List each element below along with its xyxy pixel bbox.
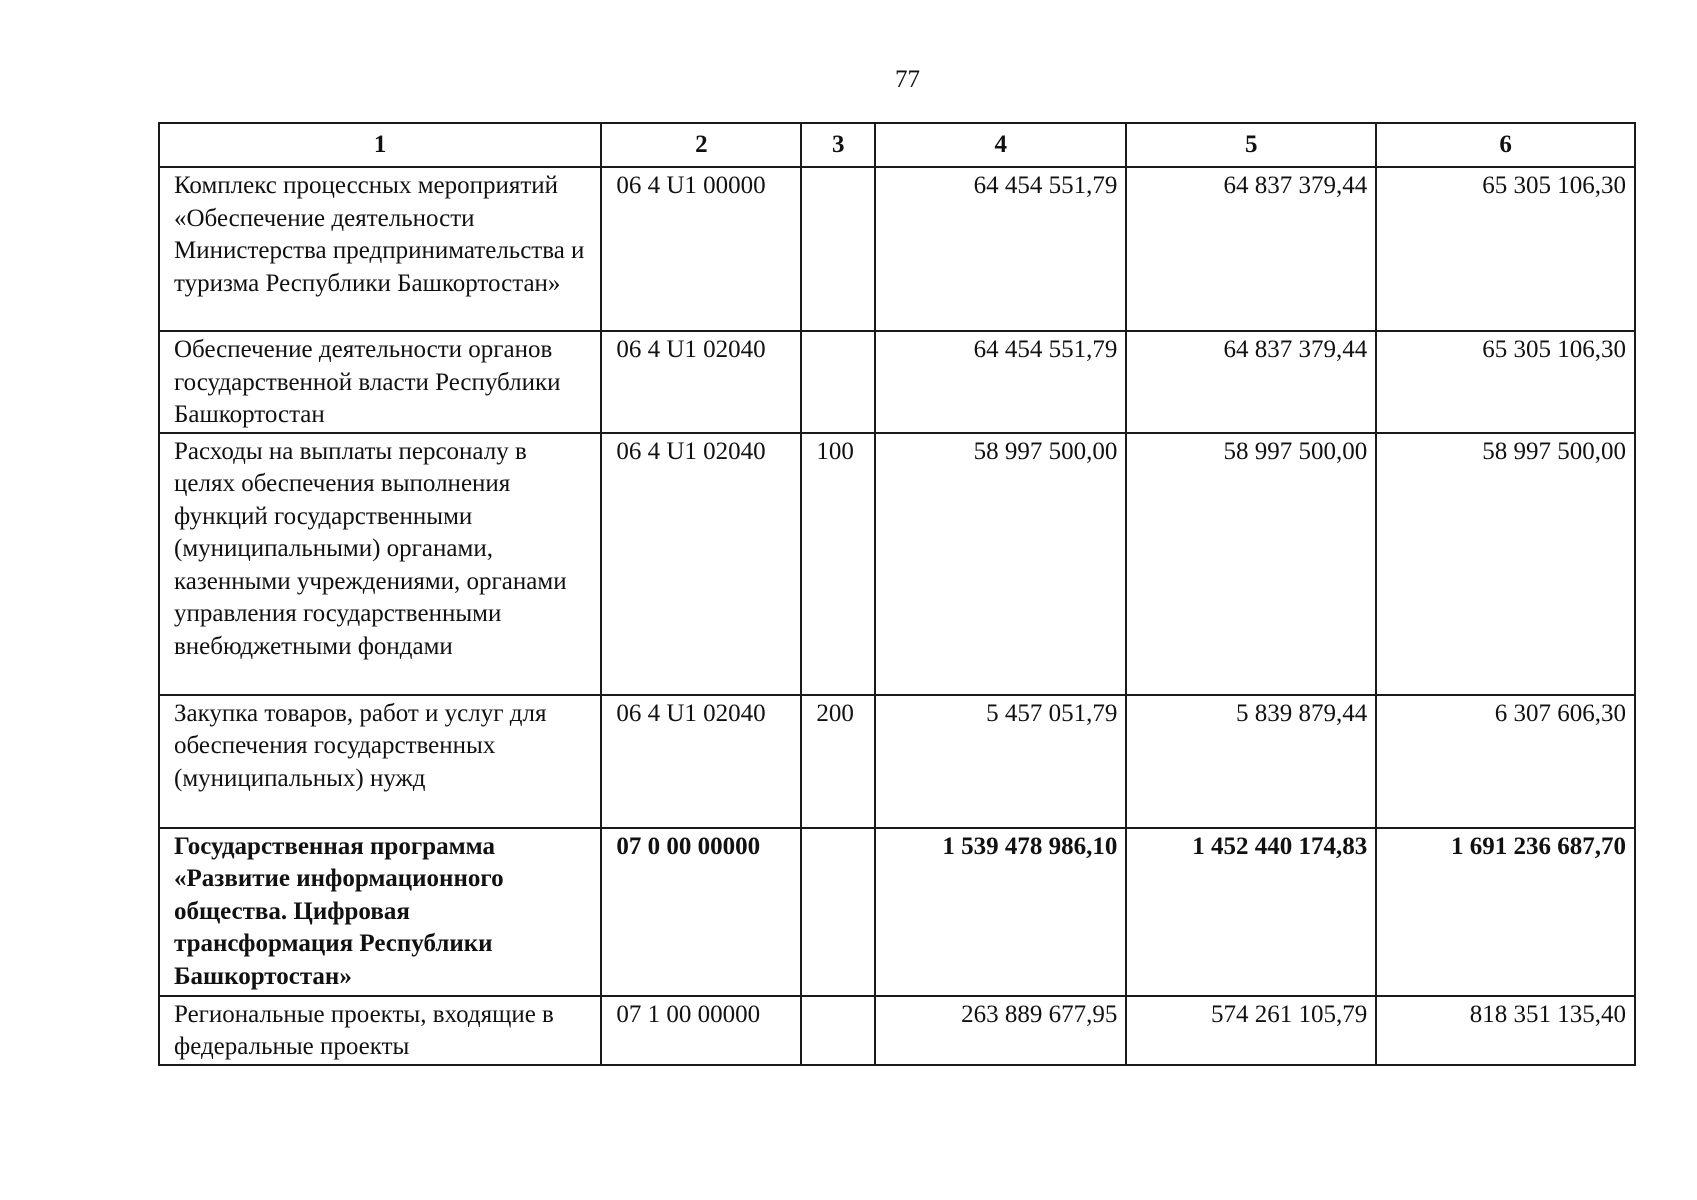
row-name: Государственная программа «Развитие информационного общества. Цифровая трансформация Республики Башкортостан» bbox=[159, 828, 601, 996]
row-value-5: 1 452 440 174,83 bbox=[1126, 828, 1376, 996]
column-header-3: 3 bbox=[801, 123, 875, 167]
table-row bbox=[159, 433, 1635, 695]
row-value-4: 64 454 551,79 bbox=[875, 331, 1126, 433]
row-code: 06 4 U1 02040 bbox=[601, 695, 801, 828]
table-row bbox=[159, 331, 1635, 433]
row-value-6: 6 307 606,30 bbox=[1376, 695, 1635, 828]
row-expense-type bbox=[801, 828, 875, 996]
row-code: 06 4 U1 02040 bbox=[601, 433, 801, 695]
row-name: Комплекс процессных мероприятий «Обеспечение деятельности Министерства предпринимательства и туризма Республики Башкортостан» bbox=[159, 167, 601, 331]
table-row bbox=[159, 828, 1635, 996]
table-row bbox=[159, 167, 1635, 331]
row-value-6: 1 691 236 687,70 bbox=[1376, 828, 1635, 996]
row-name: Региональные проекты, входящие в федеральные проекты bbox=[159, 996, 601, 1065]
row-code: 07 1 00 00000 bbox=[601, 996, 801, 1065]
row-name: Обеспечение деятельности органов государственной власти Республики Башкортостан bbox=[159, 331, 601, 433]
table-row bbox=[159, 996, 1635, 1065]
column-header-5: 5 bbox=[1126, 123, 1376, 167]
row-value-6: 65 305 106,30 bbox=[1376, 331, 1635, 433]
row-code: 06 4 U1 02040 bbox=[601, 331, 801, 433]
row-expense-type bbox=[801, 167, 875, 331]
row-value-4: 64 454 551,79 bbox=[875, 167, 1126, 331]
row-value-5: 64 837 379,44 bbox=[1126, 167, 1376, 331]
row-value-5: 5 839 879,44 bbox=[1126, 695, 1376, 828]
budget-table bbox=[158, 122, 1636, 1066]
column-header-2: 2 bbox=[601, 123, 801, 167]
row-expense-type bbox=[801, 331, 875, 433]
row-expense-type: 100 bbox=[801, 433, 875, 695]
row-value-5: 64 837 379,44 bbox=[1126, 331, 1376, 433]
table-row bbox=[159, 695, 1635, 828]
row-value-6: 65 305 106,30 bbox=[1376, 167, 1635, 331]
column-header-4: 4 bbox=[875, 123, 1126, 167]
row-value-5: 574 261 105,79 bbox=[1126, 996, 1376, 1065]
row-value-6: 818 351 135,40 bbox=[1376, 996, 1635, 1065]
table-header-row bbox=[159, 123, 1635, 167]
row-value-5: 58 997 500,00 bbox=[1126, 433, 1376, 695]
row-value-4: 1 539 478 986,10 bbox=[875, 828, 1126, 996]
column-header-1: 1 bbox=[159, 123, 601, 167]
row-code: 06 4 U1 00000 bbox=[601, 167, 801, 331]
column-header-6: 6 bbox=[1376, 123, 1635, 167]
page-number: 77 bbox=[895, 66, 920, 93]
row-code: 07 0 00 00000 bbox=[601, 828, 801, 996]
row-value-6: 58 997 500,00 bbox=[1376, 433, 1635, 695]
row-value-4: 5 457 051,79 bbox=[875, 695, 1126, 828]
row-value-4: 263 889 677,95 bbox=[875, 996, 1126, 1065]
row-expense-type: 200 bbox=[801, 695, 875, 828]
row-name: Расходы на выплаты персоналу в целях обеспечения выполнения функций государственными (муниципальными) органами, казенными учреждениями, органами управления государственными внебюджетными фондами bbox=[159, 433, 601, 695]
row-expense-type bbox=[801, 996, 875, 1065]
row-name: Закупка товаров, работ и услуг для обеспечения государственных (муниципальных) нужд bbox=[159, 695, 601, 828]
row-value-4: 58 997 500,00 bbox=[875, 433, 1126, 695]
